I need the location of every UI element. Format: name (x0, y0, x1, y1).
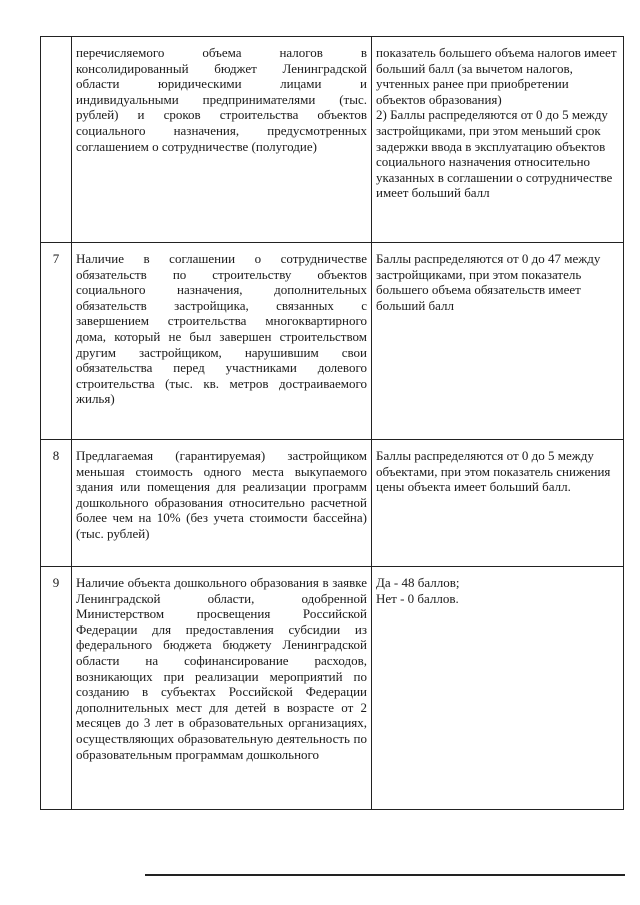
scoring-cell: Да - 48 баллов; Нет - 0 баллов. (372, 567, 624, 810)
row-number (41, 37, 72, 243)
row-number: 8 (41, 440, 72, 567)
row-number: 9 (41, 567, 72, 810)
scan-edge-line (145, 874, 625, 876)
table-row (41, 440, 624, 567)
table-row (41, 243, 624, 440)
criterion-cell: Наличие объекта дошкольного образования в заявке Ленинградской области, одобренной Министерством просвещения Российской Федерации для предоставления субсидии из федерального бюджета бюджету Ленинградской области на софинансирование расходов, возникающих при реализации мероприятий по созданию в субъектах Российской Федерации дополнительных мест для детей в возрасте от 2 месяцев до 3 лет в образовательных организациях, осуществляющих образовательную деятельность по образовательным программам дошкольного (72, 567, 372, 810)
criterion-cell: Наличие в соглашении о сотрудничестве обязательств по строительству объектов социального назначения, дополнительных обязательств застройщика, связанных с завершением строительства многоквартирного дома, который не был завершен строительством другим застройщиком, нарушившим свои обязательства перед участниками долевого строительства (тыс. кв. метров достраиваемого жилья) (72, 243, 372, 440)
table-row (41, 567, 624, 810)
row-number: 7 (41, 243, 72, 440)
scoring-cell: Баллы распределяются от 0 до 5 между объектами, при этом показатель снижения цены объекта имеет больший балл. (372, 440, 624, 567)
scoring-cell: показатель большего объема налогов имеет больший балл (за вычетом налогов, учтенных ранее при приобретении объектов образования) 2) Баллы распределяются от 0 до 5 между застройщиками, при этом меньший срок задержки ввода в эксплуатацию объектов социального назначения относительно указанных в соглашении о сотрудничестве имеет больший балл (372, 37, 624, 243)
scoring-cell: Баллы распределяются от 0 до 47 между застройщиками, при этом показатель большего объема обязательств имеет больший балл (372, 243, 624, 440)
criterion-cell: Предлагаемая (гарантируемая) застройщиком меньшая стоимость одного места выкупаемого здания или помещения для реализации программ дошкольного образования относительно расчетной более чем на 10% (без учета стоимости бассейна) (тыс. рублей) (72, 440, 372, 567)
table-row (41, 37, 624, 243)
criterion-cell: перечисляемого объема налогов в консолидированный бюджет Ленинградской области юридическими лицами и индивидуальными предпринимателями (тыс. рублей) и сроков строительства объектов социального назначения, предусмотренных соглашением о сотрудничестве (полугодие) (72, 37, 372, 243)
criteria-table (40, 36, 624, 810)
